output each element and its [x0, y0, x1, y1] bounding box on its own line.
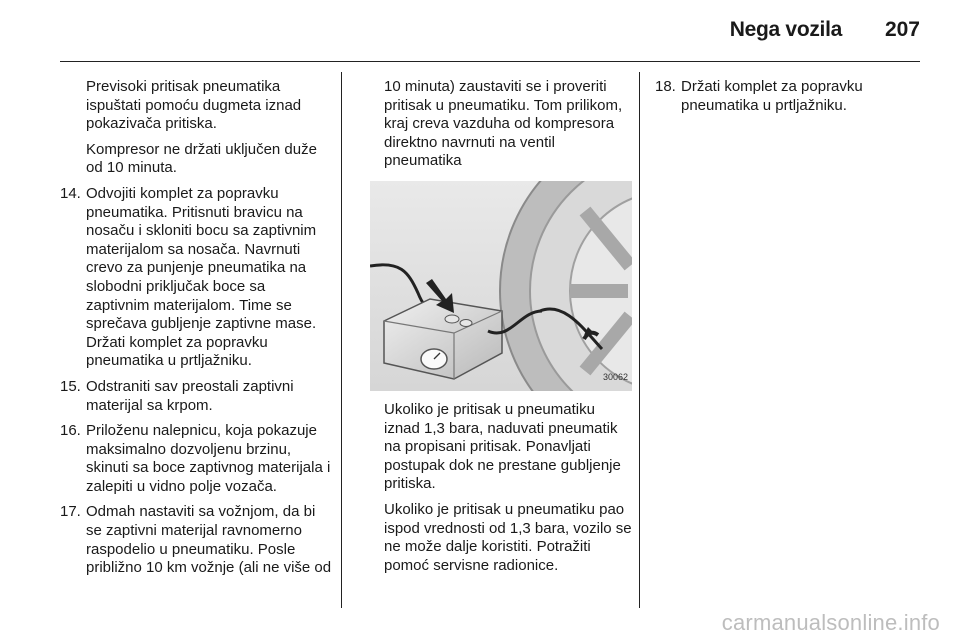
- paragraph: Ukoliko je pritisak u pneumatiku iznad 1,3 bara, naduvati pneumatik na propisani pritisak. Ponavljati postupak dok ne prestane gubljenje pritiska.: [384, 400, 621, 493]
- watermark-text: carmanualsonline.info: [721, 610, 940, 635]
- list-number: 14.: [60, 184, 81, 202]
- list-text: Držati komplet za popravku pneumatika u prtljažniku.: [681, 78, 863, 114]
- compressor-illustration: [370, 181, 632, 391]
- header-divider: [60, 61, 920, 62]
- list-text: Priloženu nalepnicu, koja pokazuje maksimalno dozvoljenu brzinu, skinuti sa boce zaptivnog materijala i zalepiti u vidno polje vozača.: [86, 422, 331, 495]
- page-number: 207: [884, 18, 920, 41]
- paragraph: Ukoliko je pritisak u pneumatiku pao ispod vrednosti od 1,3 bara, vozilo se ne može dalje koristiti. Potražiti pomoć servisne radionice.: [384, 500, 632, 574]
- list-item: [60, 503, 332, 577]
- paragraph: Kompresor ne držati uključen duže od 10 minuta.: [86, 140, 317, 177]
- list-item: [60, 378, 332, 415]
- column-divider-2: [639, 72, 640, 608]
- list-number: 18.: [655, 78, 676, 95]
- list-text: Odstraniti sav preostali zaptivni materijal sa krpom.: [86, 377, 294, 414]
- paragraph: 10 minuta) zaustaviti se i proveriti pritisak u pneumatiku. Tom prilikom, kraj creva vazduha od kompresora direktno navrnuti na ventil pneumatika: [384, 78, 623, 170]
- list-number: 17.: [60, 503, 81, 521]
- column-1: [60, 78, 332, 585]
- list-text: Odmah nastaviti sa vožnjom, da bi se zaptivni materijal ravnomerno raspodelio u pneumatiku. Posle približno 10 km vožnje (ali ne više od: [86, 503, 332, 577]
- figure-code: 30062: [602, 372, 628, 383]
- column-3: [655, 78, 905, 122]
- list-number: 15.: [60, 377, 81, 395]
- list-number: 16.: [60, 422, 81, 440]
- page-title: Nega vozila: [729, 18, 842, 41]
- list-item: [60, 422, 332, 496]
- list-item: [60, 185, 332, 371]
- column-divider-1: [341, 72, 342, 608]
- list-item: [655, 78, 905, 115]
- column-2: [384, 78, 632, 582]
- compressor-tire-drawing: [370, 181, 632, 391]
- list-text: Odvojiti komplet za popravku pneumatika. Pritisnuti bravicu na nosaču i skloniti bocu sa zaptivnim materijalom sa nosača. Navrnuti crevo za punjenje pneumatika na slobodni priključak boce sa zaptivnim materijalom. Time se sprečava gubljenje zaptivne mase. Držati komplet za popravku pneumatika u prtljažniku.: [86, 184, 317, 370]
- paragraph: Previsoki pritisak pneumatika ispuštati pomoću dugmeta iznad pokazivača pritiska.: [86, 78, 302, 133]
